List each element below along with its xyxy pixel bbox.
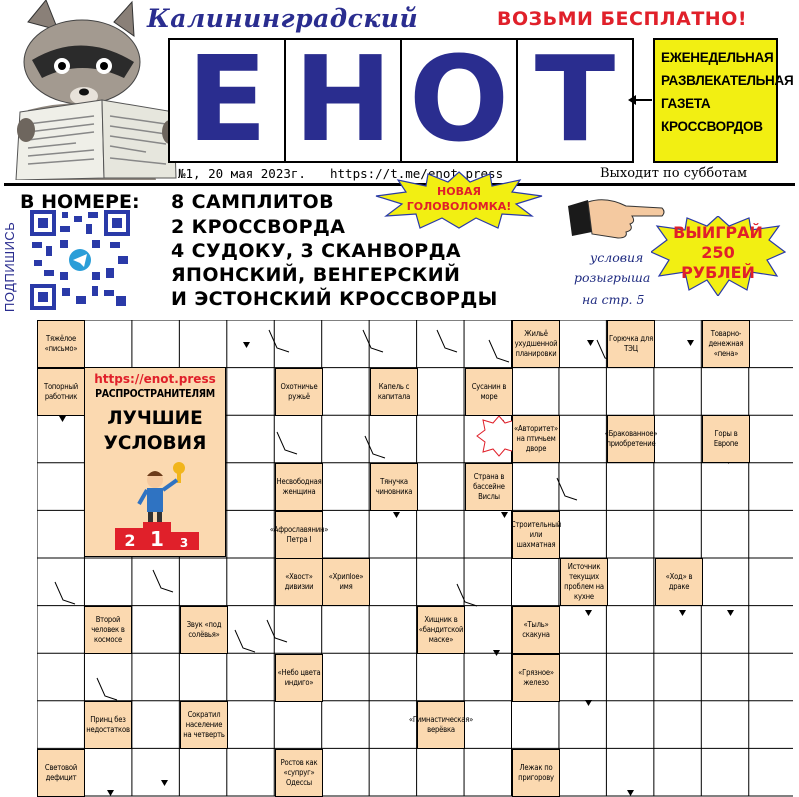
title-letter: Н [293, 30, 393, 168]
clue-cell[interactable]: «Гимнастическая» верёвка [417, 701, 465, 749]
telegram-link[interactable]: https://t.me/enot_press [330, 166, 504, 181]
clue-cell[interactable]: «Тыль» скакуна [512, 606, 560, 654]
clue-cell[interactable]: Тяжёлое «письмо» [37, 320, 85, 368]
arrow-down-icon [393, 512, 400, 518]
arrow-down-icon [59, 416, 66, 422]
clue-cell[interactable]: «Хвост» дивизии [275, 558, 323, 606]
arrow-down-icon [501, 512, 508, 518]
clue-cell[interactable]: «Авторитет» на птичьем дворе [512, 415, 560, 463]
clue-cell[interactable]: Сусанин в море [465, 368, 513, 416]
promo-distributors: РАСПРОСТРАНИТЕЛЯМ [95, 388, 215, 400]
arrow-down-icon [585, 700, 592, 706]
clue-cell[interactable]: Топорный работник [37, 368, 85, 416]
podium-place: 3 [179, 536, 189, 550]
weekly-line: КРОССВОРДОВ [661, 119, 763, 134]
contents-line: 4 СУДОКУ, 3 СКАНВОРДА [171, 240, 462, 262]
arrow-icon [267, 620, 287, 642]
arrow-icon [363, 330, 383, 352]
arrow-icon [277, 432, 297, 454]
clue-cell[interactable]: Хищник в «бандитской маске» [417, 606, 465, 654]
clue-cell[interactable]: Принц без недостатков [84, 701, 132, 749]
clue-cell[interactable]: Сократил население на четверть [180, 701, 228, 749]
city-name: Калининградский [147, 4, 419, 33]
clue-cell[interactable]: Охотничье ружьё [275, 368, 323, 416]
promo-block [84, 367, 226, 557]
arrow-icon [457, 584, 477, 606]
clue-cell[interactable]: Горючка для ТЭЦ [607, 320, 655, 368]
clue-cell[interactable]: Лежак по пригорову [512, 749, 560, 797]
arrow-icon [153, 570, 173, 592]
prize-text: РУБЛЕЙ [681, 263, 755, 282]
arrow-down-icon [679, 610, 686, 616]
arrow-left-icon [628, 94, 652, 106]
winner-podium-image [105, 460, 207, 552]
conditions-text: условия [590, 250, 644, 265]
clue-cell[interactable]: «Афрославянин» Петра I [275, 511, 323, 559]
clue-cell[interactable]: Горы в Европе [702, 415, 750, 463]
arrow-icon [489, 340, 509, 362]
podium-place: 2 [124, 531, 136, 550]
arrow-down-icon [243, 342, 250, 348]
title-letter-box-4 [516, 30, 634, 168]
contents-line: И ЭСТОНСКИЙ КРОССВОРДЫ [171, 288, 498, 310]
arrow-icon [557, 478, 577, 500]
contents-line: 8 САМПЛИТОВ [171, 191, 334, 213]
clue-cell[interactable]: Световой дефицит [37, 749, 85, 797]
arrow-down-icon [687, 340, 694, 346]
title-letter-box-1 [168, 30, 286, 168]
weekly-line: ЕЖЕНЕДЕЛЬНАЯ [661, 50, 774, 65]
clue-cell[interactable]: Второй человек в космосе [84, 606, 132, 654]
qr-code-icon[interactable] [30, 210, 130, 310]
new-puzzle-burst [374, 170, 544, 230]
clue-cell[interactable]: Ростов как «супруг» Одессы [275, 749, 323, 797]
clue-cell[interactable]: «Ход» в драке [655, 558, 703, 606]
weekly-description-box [653, 38, 794, 163]
clue-cell[interactable]: Несвободная женщина [275, 463, 323, 511]
title-letter: Е [186, 30, 268, 168]
arrow-icon [235, 630, 255, 652]
clue-cell[interactable]: Источник текущих проблем на кухне [560, 558, 608, 606]
clue-cell[interactable]: Страна в бассейне Вислы [465, 463, 513, 511]
weekly-line: РАЗВЛЕКАТЕЛЬНАЯ [661, 73, 794, 88]
title-letter-box-3 [400, 30, 518, 168]
arrow-icon [269, 330, 289, 352]
arrow-down-icon [161, 780, 168, 786]
promo-best-line: УСЛОВИЯ [103, 433, 207, 454]
clue-cell[interactable]: «Бракованное» приобретение [607, 415, 655, 463]
arrow-down-icon [585, 610, 592, 616]
title-letter-box-2 [284, 30, 402, 168]
clue-cell[interactable]: Тянучка чиновника [370, 463, 418, 511]
win-prize-burst [651, 216, 786, 296]
conditions-text: на стр. 5 [582, 292, 645, 307]
clue-cell[interactable]: «Грязное» железо [512, 654, 560, 702]
promo-url[interactable]: https://enot.press [94, 372, 216, 386]
issue-number: №1, 20 мая 2023г. [178, 166, 306, 181]
clue-cell[interactable]: Жильё ухудшенной планировки [512, 320, 560, 368]
contents-line: 2 КРОССВОРДА [171, 216, 346, 238]
clue-cell[interactable]: Строительный или шахматная [512, 511, 560, 559]
arrow-down-icon [587, 340, 594, 346]
free-badge: ВОЗЬМИ БЕСПЛАТНО! [497, 8, 748, 30]
clue-cell[interactable]: Капель с капитала [370, 368, 418, 416]
clue-cell[interactable]: «Небо цвета индиго» [275, 654, 323, 702]
promo-best-line: ЛУЧШИЕ [107, 408, 203, 429]
arrow-down-icon [627, 790, 634, 796]
new-puzzle-text: ГОЛОВОЛОМКА! [406, 200, 512, 213]
clue-cell[interactable]: «Хрипloe» имя [322, 558, 370, 606]
new-puzzle-text: НОВАЯ [437, 185, 481, 198]
subscribe-label: ПОДПИШИСЬ [2, 221, 17, 312]
arrow-icon [437, 330, 457, 352]
arrow-icon [55, 582, 75, 604]
title-letter: Т [534, 30, 616, 168]
contents-line: ЯПОНСКИЙ, ВЕНГЕРСКИЙ [171, 264, 461, 286]
schedule-text: Выходит по субботам [600, 166, 748, 181]
title-letter: О [408, 30, 510, 168]
weekly-line: ГАЗЕТА [661, 96, 711, 111]
conditions-text: розыгрыша [574, 270, 651, 285]
arrow-down-icon [727, 610, 734, 616]
arrow-icon [365, 436, 385, 458]
clue-cell[interactable]: Звук «под солёвья» [180, 606, 228, 654]
in-issue-label: В НОМЕРЕ: [20, 191, 140, 213]
promo-best-conditions [85, 406, 225, 456]
podium-place: 1 [150, 527, 164, 551]
arrow-down-icon [107, 790, 114, 796]
prize-text: 250 [701, 243, 735, 262]
arrow-icon [97, 678, 117, 700]
prize-text: ВЫИГРАЙ [673, 223, 763, 242]
clue-cell[interactable]: Товарно-денежная «пена» [702, 320, 750, 368]
